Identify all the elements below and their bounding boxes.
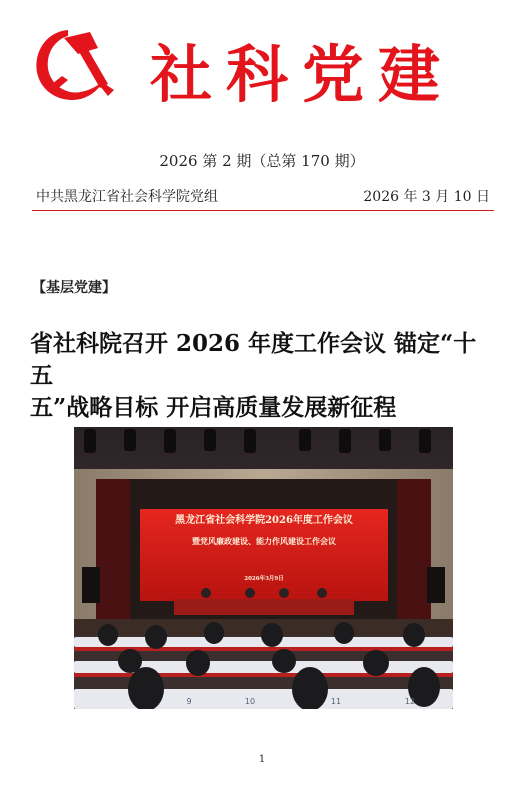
article-headline xyxy=(30,328,498,424)
seat-number: 10 xyxy=(244,697,256,706)
section-tag: 【基层党建】 xyxy=(32,280,116,296)
page-number: 1 xyxy=(258,754,266,765)
headline-line-2: 五”战略目标 开启高质量发展新征程 xyxy=(30,394,397,421)
seat-number: 11 xyxy=(330,697,342,706)
publication-date: 2026 年 3 月 10 日 xyxy=(363,189,490,205)
header-divider xyxy=(32,210,494,211)
publisher: 中共黑龙江省社会科学院党组 xyxy=(36,189,218,205)
publication-meta xyxy=(32,186,492,208)
masthead-title: 社科党建 xyxy=(150,38,455,111)
stage-banner-date: 2026年3月9日 xyxy=(244,576,284,582)
seat-number: 9 xyxy=(186,697,192,706)
meeting-photo xyxy=(74,427,453,709)
headline-line-1: 省社科院召开 2026 年度工作会议 锚定“十五 xyxy=(30,330,477,389)
stage-banner-line-2: 暨党风廉政建设、能力作风建设工作会议 xyxy=(192,536,336,546)
seat-number: 12 xyxy=(404,697,416,706)
stage-banner-line-1: 黑龙江省社会科学院2026年度工作会议 xyxy=(175,515,353,526)
issue-line: 2026 第 2 期（总第 170 期） xyxy=(159,152,365,170)
hammer-and-sickle-icon xyxy=(28,24,114,110)
